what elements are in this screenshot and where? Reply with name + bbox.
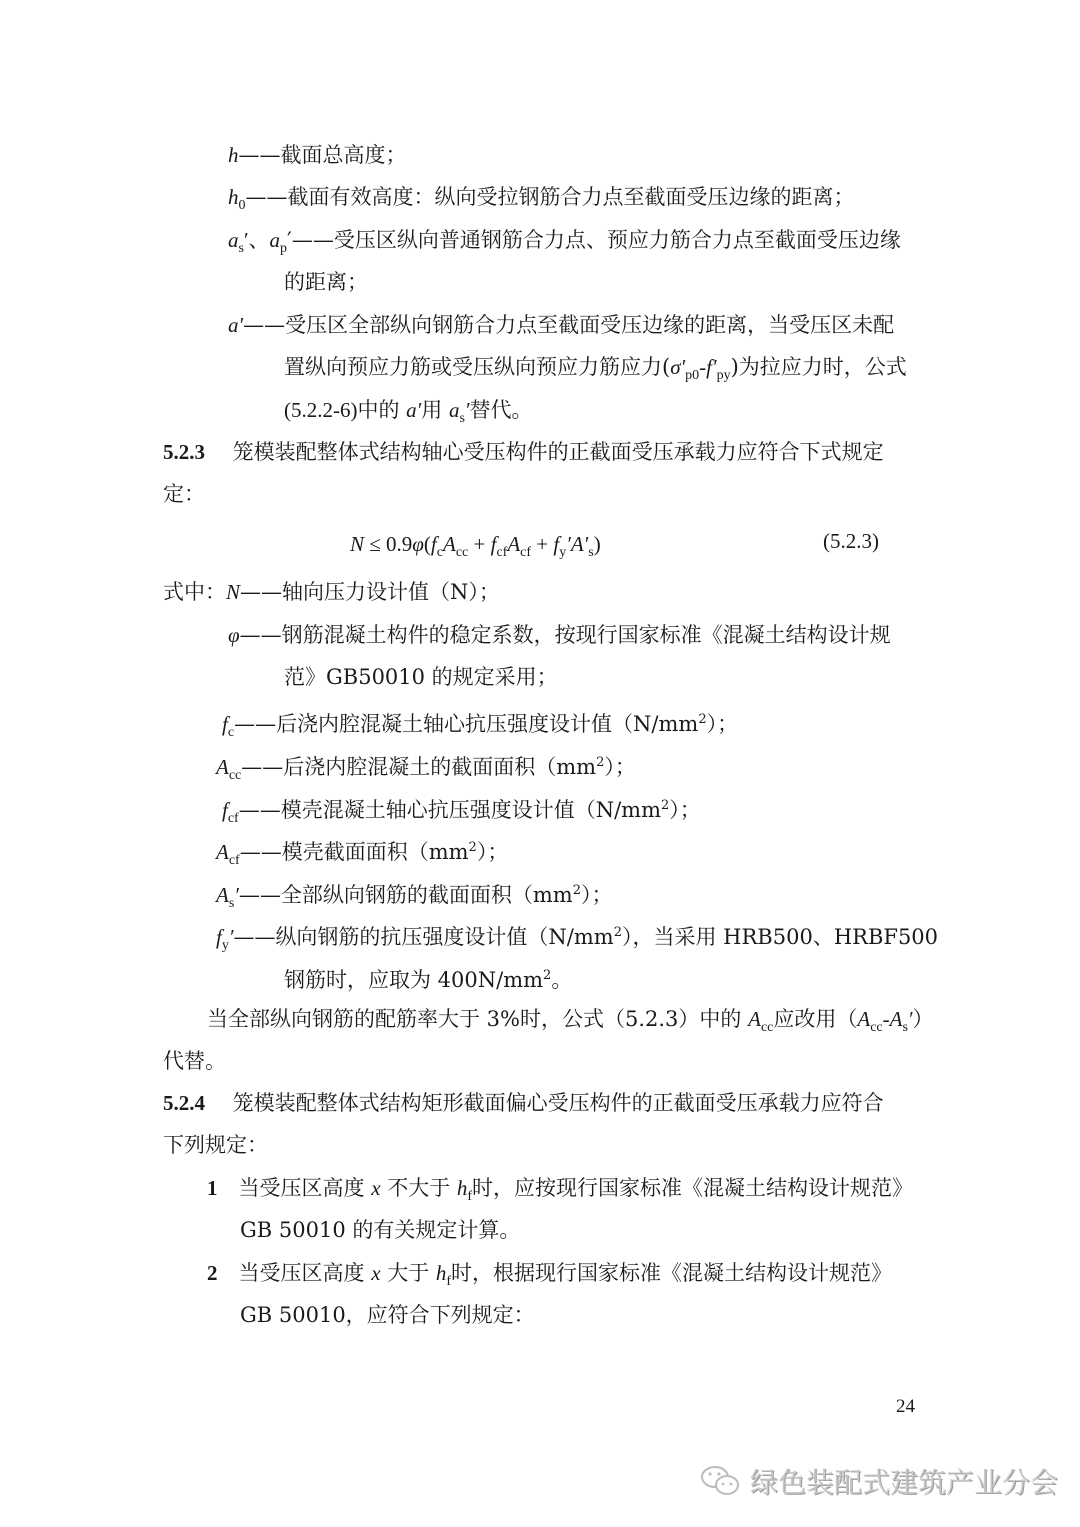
text-segment: ——纵向钢筋的抗压强度设计值（N/mm [233, 925, 614, 949]
text-segment: x [371, 1176, 381, 1200]
text-segment: f [446, 1274, 452, 1289]
text-segment: 0 [238, 198, 246, 213]
text-segment: A [216, 840, 229, 864]
text-segment: ）； [669, 798, 701, 822]
text-segment: a [448, 398, 460, 422]
equation-number: (5.2.3) [823, 529, 879, 553]
text-segment: ′ [234, 883, 239, 907]
text-segment: 代替。 [163, 1049, 226, 1073]
text-line [284, 961, 572, 995]
text-segment: 式中： [163, 580, 226, 604]
text-segment: ）； [604, 755, 636, 779]
text-segment: - [699, 355, 707, 379]
text-line [216, 876, 612, 919]
text-segment: ) [593, 532, 601, 556]
text-segment: 当受压区高度 [217, 1261, 372, 1285]
text-segment: ′、 [243, 228, 270, 252]
text-segment: 替代。 [469, 398, 533, 422]
text-segment: N [226, 580, 241, 604]
text-segment: ——后浇内腔混凝土的截面面积（mm [241, 755, 597, 779]
text-segment: 1 [207, 1176, 218, 1200]
watermark-text: 绿色装配式建筑产业分会 [750, 1466, 1059, 1499]
text-segment: s [228, 896, 235, 911]
text-line [163, 1046, 226, 1076]
text-segment: ）； [580, 883, 613, 907]
text-segment: 2 [572, 883, 581, 898]
text-segment: φ [228, 623, 240, 647]
text-line [216, 833, 508, 876]
text-segment: 笼模装配整体式结构矩形截面偏心受压构件的正截面受压承载力应符合 [205, 1091, 884, 1115]
page-number: 24 [896, 1396, 915, 1417]
text-line [228, 620, 891, 650]
text-segment: 2 [468, 840, 477, 855]
text-segment: s [459, 411, 465, 426]
text-segment: A [889, 1007, 903, 1031]
text-segment: cf [520, 545, 532, 560]
text-segment: cc [870, 1020, 883, 1035]
text-segment: ′ [464, 398, 470, 422]
text-segment: s [238, 241, 244, 256]
text-segment: 。 [551, 968, 573, 992]
text-segment: + [531, 532, 554, 556]
text-line [216, 748, 636, 791]
text-segment: 2 [543, 968, 552, 983]
text-segment: ′A′ [566, 532, 589, 556]
text-segment: c [227, 725, 235, 740]
text-line [228, 182, 855, 221]
text-segment: s [902, 1020, 908, 1035]
text-segment: (5.2.2-6) [284, 398, 358, 422]
text-segment: 当受压区高度 [217, 1176, 372, 1200]
text-segment: - [882, 1007, 890, 1031]
text-segment: f′ [706, 355, 717, 379]
text-segment: h [228, 185, 239, 209]
text-segment: f [222, 798, 228, 822]
text-segment: + [468, 532, 491, 556]
text-segment: 的距离； [284, 270, 368, 294]
text-segment: s [588, 545, 594, 560]
text-segment: f [467, 1189, 473, 1204]
text-segment: a′ [228, 313, 244, 337]
text-segment: 应改用（ [773, 1007, 858, 1031]
text-segment: ——钢筋混凝土构件的稳定系数，按现行国家标准《混凝土结构设计规 [239, 623, 891, 647]
text-segment: y [559, 545, 567, 560]
text-segment: 下列规定： [163, 1133, 268, 1157]
text-line [284, 352, 907, 391]
text-line [228, 225, 901, 264]
text-line [207, 1173, 913, 1212]
text-segment: ）； [476, 840, 509, 864]
text-segment: 2 [596, 755, 605, 770]
text-segment: cc [228, 768, 242, 783]
text-segment: 5.2.4 [163, 1091, 205, 1115]
text-segment: py [716, 368, 731, 383]
text-segment: A [507, 532, 521, 556]
text-segment: cf [496, 545, 508, 560]
text-segment: A [216, 755, 229, 779]
text-line [284, 662, 558, 692]
text-segment: h [456, 1176, 468, 1200]
text-segment: 用 [421, 398, 449, 422]
text-segment: ′——受压区纵向普通钢筋合力点、预应力筋合力点至截面受压边缘 [287, 228, 901, 252]
text-segment: ）； [706, 712, 739, 736]
text-segment: h [435, 1261, 447, 1285]
text-segment: 笼模装配整体式结构轴心受压构件的正截面受压承载力应符合下式规定 [205, 440, 884, 464]
text-segment: c [436, 545, 443, 560]
text-segment: ——轴向压力设计值（N）； [240, 580, 500, 604]
text-segment: 5.2.3 [163, 440, 205, 464]
text-segment: A [748, 1007, 761, 1031]
text-segment: a′ [406, 398, 422, 422]
text-segment: a [269, 228, 281, 252]
text-segment: ——截面总高度； [238, 143, 407, 167]
text-segment: 2 [661, 798, 670, 813]
text-segment: ′ [228, 925, 234, 949]
text-segment: cc [760, 1020, 774, 1035]
text-segment: cc [455, 545, 469, 560]
text-segment: a [228, 228, 239, 252]
text-segment: 大于 [380, 1261, 436, 1285]
text-line [284, 267, 368, 297]
text-segment: GB 50010，应符合下列规定： [240, 1303, 535, 1327]
text-line [216, 918, 938, 961]
text-segment: ——受压区全部纵向钢筋合力点至截面受压边缘的距离，当受压区未配 [243, 313, 895, 337]
text-segment: )为拉应力时，公式 [730, 355, 907, 379]
text-segment: ——后浇内腔混凝土轴心抗压强度设计值（N/mm [234, 712, 699, 736]
text-segment: 钢筋时，应取为 400N/mm [284, 968, 544, 992]
text-segment: f [553, 532, 560, 556]
text-segment: N [350, 532, 365, 556]
text-segment: φ [412, 532, 424, 556]
text-segment: f [490, 532, 497, 556]
text-line [222, 705, 738, 748]
text-segment: cf [227, 811, 239, 826]
text-segment: ——模壳截面面积（mm [239, 840, 469, 864]
text-segment: ——全部纵向钢筋的截面面积（mm [238, 883, 573, 907]
text-line [228, 310, 894, 340]
text-segment: 2 [207, 1261, 218, 1285]
text-line [163, 1130, 268, 1160]
text-segment: A [216, 883, 229, 907]
text-segment: σ′ [670, 355, 686, 379]
text-segment: f [222, 712, 228, 736]
text-segment: ），当采用 HRB500、HRBF500 [622, 925, 939, 949]
text-segment: 中的 [357, 398, 407, 422]
text-line [240, 1215, 520, 1245]
text-line [228, 140, 407, 170]
text-segment: 置纵向预应力筋或受压纵向预应力筋应力( [284, 355, 671, 379]
text-line [207, 1258, 892, 1297]
text-line [163, 1088, 884, 1118]
text-segment: 定： [163, 482, 205, 506]
text-segment: ( [423, 532, 431, 556]
text-segment: ——模壳混凝土轴心抗压强度设计值（N/mm [238, 798, 662, 822]
text-segment: GB 50010 的有关规定计算。 [240, 1218, 521, 1242]
text-segment: ′ [907, 1007, 913, 1031]
text-line [163, 437, 884, 467]
text-segment: 不大于 [380, 1176, 457, 1200]
text-segment: 当全部纵向钢筋的配筋率大于 3%时，公式（5.2.3）中的 [207, 1007, 749, 1031]
text-segment: f [216, 925, 222, 949]
text-segment: 时，根据现行国家标准《混凝土结构设计规范》 [451, 1261, 893, 1285]
text-line [207, 1004, 934, 1043]
text-segment: ） [912, 1007, 934, 1031]
text-segment: cf [228, 853, 240, 868]
text-line [163, 479, 205, 509]
text-line [284, 395, 533, 434]
text-line [240, 1300, 535, 1330]
text-segment: A [442, 532, 456, 556]
text-line [350, 529, 601, 568]
text-segment: y [221, 938, 229, 953]
text-segment: 2 [613, 925, 622, 940]
text-segment: ≤ 0.9 [364, 532, 413, 556]
text-segment: A [857, 1007, 871, 1031]
text-segment: h [228, 143, 239, 167]
text-segment: p0 [685, 368, 700, 383]
wechat-icon [700, 1464, 742, 1498]
text-line [163, 577, 500, 607]
text-segment: f [430, 532, 437, 556]
watermark [700, 1461, 1058, 1501]
text-segment: x [371, 1261, 381, 1285]
text-segment: 2 [698, 712, 707, 727]
text-line [222, 791, 701, 834]
text-segment: p [280, 241, 288, 256]
text-segment: 范》GB50010 的规定采用； [284, 665, 558, 689]
text-segment: ——截面有效高度：纵向受拉钢筋合力点至截面受压边缘的距离； [245, 185, 855, 209]
text-segment: 时，应按现行国家标准《混凝土结构设计规范》 [472, 1176, 914, 1200]
